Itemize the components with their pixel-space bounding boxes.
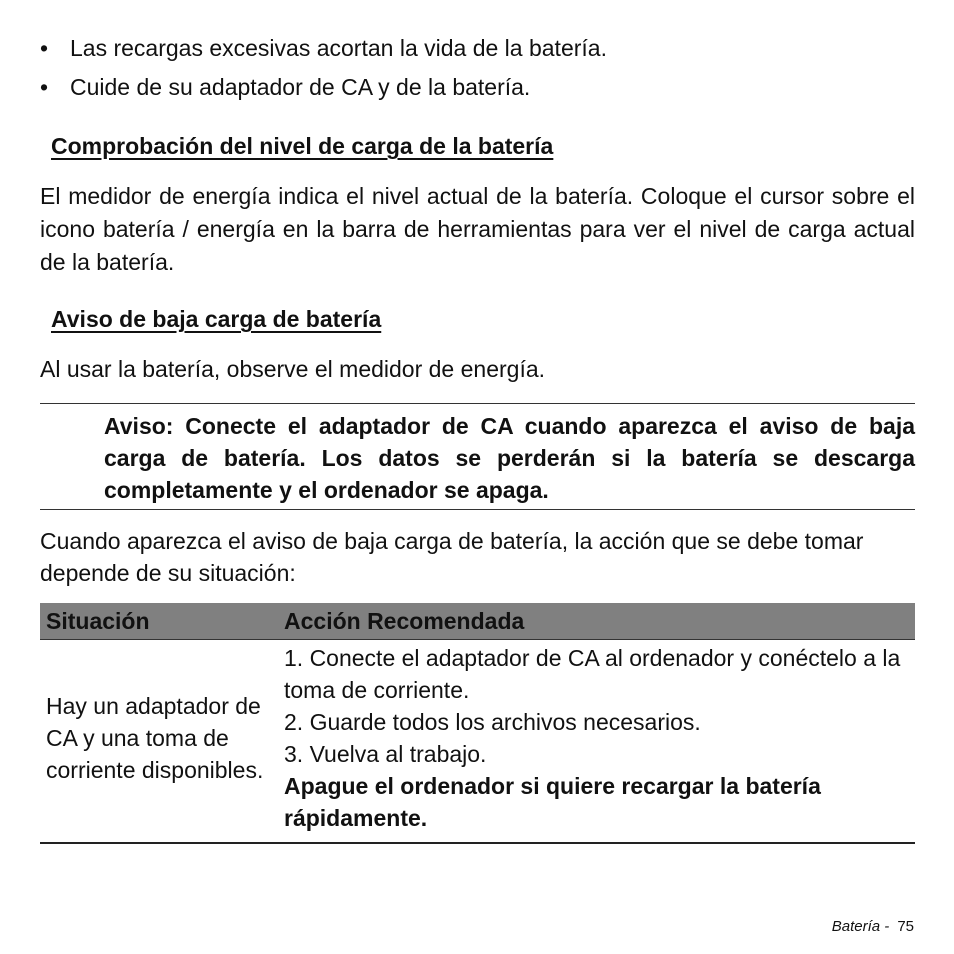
bullet-glyph: • [40, 35, 49, 61]
bullet-glyph: • [40, 74, 49, 100]
page-footer [832, 918, 914, 935]
column-header-action: Acción Recomendada [278, 603, 915, 640]
table-row [40, 640, 915, 844]
action-step: 2. Guarde todos los archivos necesarios. [284, 709, 701, 735]
list-item: • Las recargas excesivas acortan la vida de la batería. [40, 35, 607, 61]
section-body-low-battery: Al usar la batería, observe el medidor de energía. [40, 356, 546, 382]
situation-intro: Cuando aparezca el aviso de baja carga de batería, la acción que se debe tomar depende de su situación: [40, 528, 864, 586]
action-note: Apague el ordenador si quiere recargar la batería rápidamente. [284, 773, 821, 831]
section-body-battery-level: El medidor de energía indica el nivel actual de la batería. Coloque el cursor sobre el icono batería / energía en la barra de herramientas para ver el nivel de carga actual de la batería. [40, 183, 915, 275]
section-heading-low-battery: Aviso de baja carga de batería [51, 306, 382, 332]
list-item: • Cuide de su adaptador de CA y de la batería. [40, 74, 531, 100]
action-step: 1. Conecte el adaptador de CA al ordenador y conéctelo a la toma de corriente. [284, 645, 901, 703]
warning-box [40, 403, 915, 510]
page-number: 75 [897, 918, 914, 935]
recommendation-table [40, 603, 915, 844]
column-header-situation: Situación [40, 603, 278, 640]
bullet-list [40, 33, 607, 111]
situation-cell: Hay un adaptador de CA y una toma de corriente disponibles. [46, 693, 264, 783]
footer-label: Batería - [831, 918, 890, 935]
action-cell [278, 640, 915, 844]
section-heading-battery-level: Comprobación del nivel de carga de la batería [51, 133, 554, 159]
table-header-row [40, 603, 915, 640]
warning-text: Aviso: Conecte el adaptador de CA cuando aparezca el aviso de baja carga de batería. Los datos se perderán si la batería se descarga completamente y el ordenador se apaga. [104, 413, 915, 503]
action-step: 3. Vuelva al trabajo. [284, 741, 487, 767]
